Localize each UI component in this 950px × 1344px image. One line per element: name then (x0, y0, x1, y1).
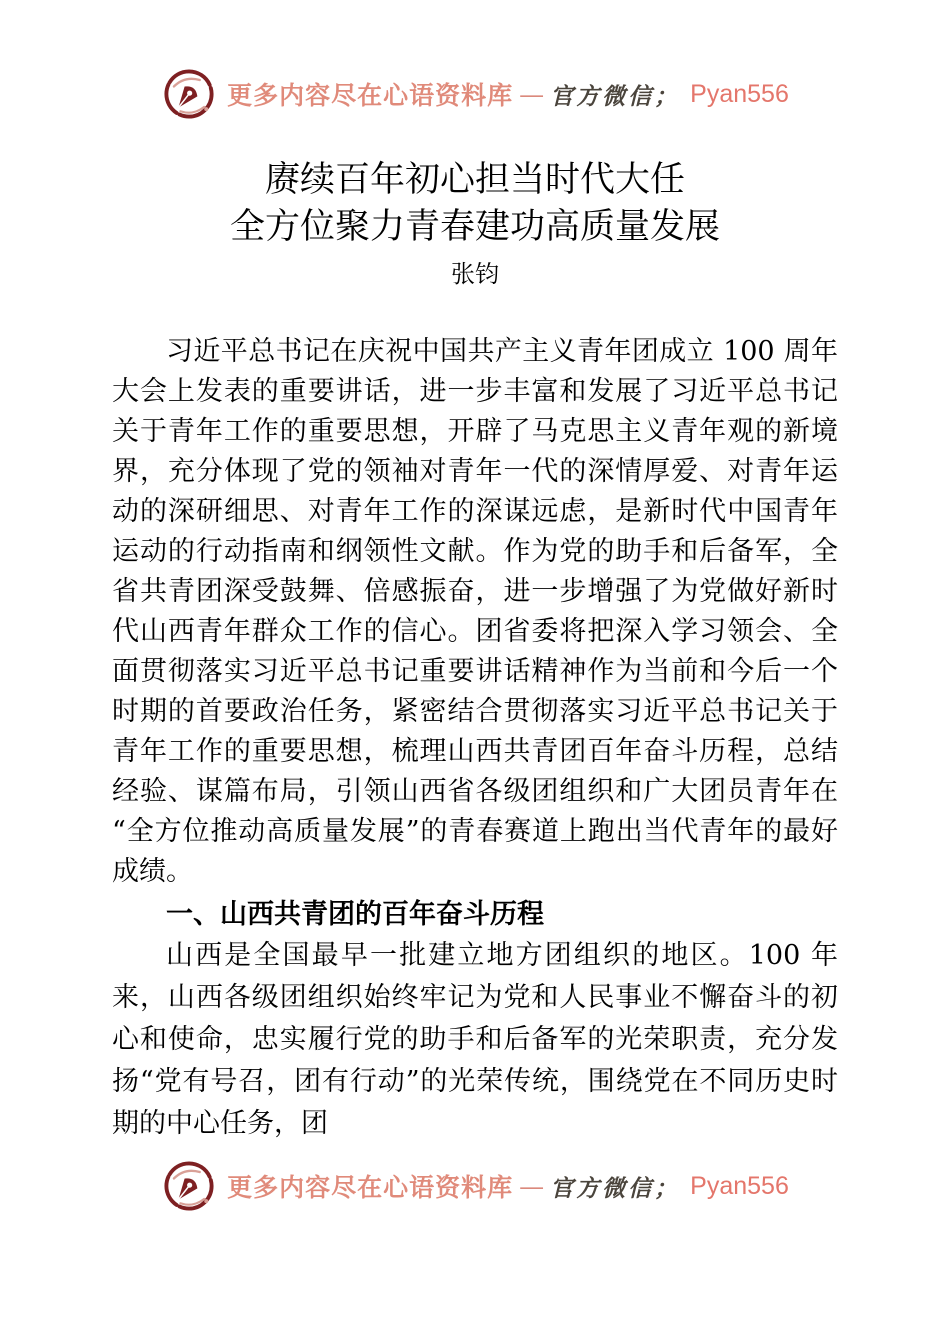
watermark-brand-text: 更多内容尽在心语资料库 (227, 1173, 514, 1202)
watermark-wechat-label: 官方微信； (550, 82, 681, 110)
footer-watermark (0, 1158, 950, 1214)
watermark-wechat-label: 官方微信； (550, 1174, 681, 1202)
paragraph-1: 习近平总书记在庆祝中国共产主义青年团成立 100 周年大会上发表的重要讲话，进一步丰富和发展了习近平总书记关于青年工作的重要思想，开辟了马克思主义青年观的新境界，充分体现了党的领袖对青年一代的深情厚爱、对青年运动的深研细思、对青年工作的深谋远虑，是新时代中国青年运动的行动指南和纲领性文献。作为党的助手和后备军，全省共青团深受鼓舞、倍感振奋，进一步增强了为党做好新时代山西青年群众工作的信心。团省委将把深入学习领会、全面贯彻落实习近平总书记重要讲话精神作为当前和今后一个时期的首要政治任务，紧密结合贯彻落实习近平总书记关于青年工作的重要思想，梳理山西共青团百年奋斗历程，总结经验、谋篇布局，引领山西省各级团组织和广大团员青年在“全方位推动高质量发展”的青春赛道上跑出当代青年的最好成绩。 (112, 336, 838, 887)
document-body (112, 332, 838, 1145)
watermark-wechat-id: Pyan556 (690, 79, 789, 108)
pen-nib-logo-icon (161, 66, 217, 122)
paragraph-2: 山西是全国最早一批建立地方团组织的地区。100 年来，山西各级团组织始终牢记为党和人民事业不懈奋斗的初心和使命，忠实履行党的助手和后备军的光荣职责，充分发扬“党有号召，团有行动”的光荣传统，围绕党在不同历史时期的中心任务，团 (112, 940, 838, 1139)
watermark-wechat-id: Pyan556 (690, 1171, 789, 1200)
watermark-dash: — (519, 1171, 545, 1201)
pen-nib-logo-icon (161, 1158, 217, 1214)
document-title-line1: 赓续百年初心担当时代大任 (264, 160, 685, 200)
watermark-brand-text: 更多内容尽在心语资料库 (227, 81, 514, 110)
watermark-dash: — (519, 79, 545, 109)
header-watermark (0, 66, 950, 122)
title-block (0, 157, 950, 290)
section-heading-1: 一、山西共青团的百年奋斗历程 (166, 899, 544, 929)
document-author: 张钧 (451, 260, 499, 288)
document-title-line2: 全方位聚力青春建功高质量发展 (229, 207, 720, 247)
